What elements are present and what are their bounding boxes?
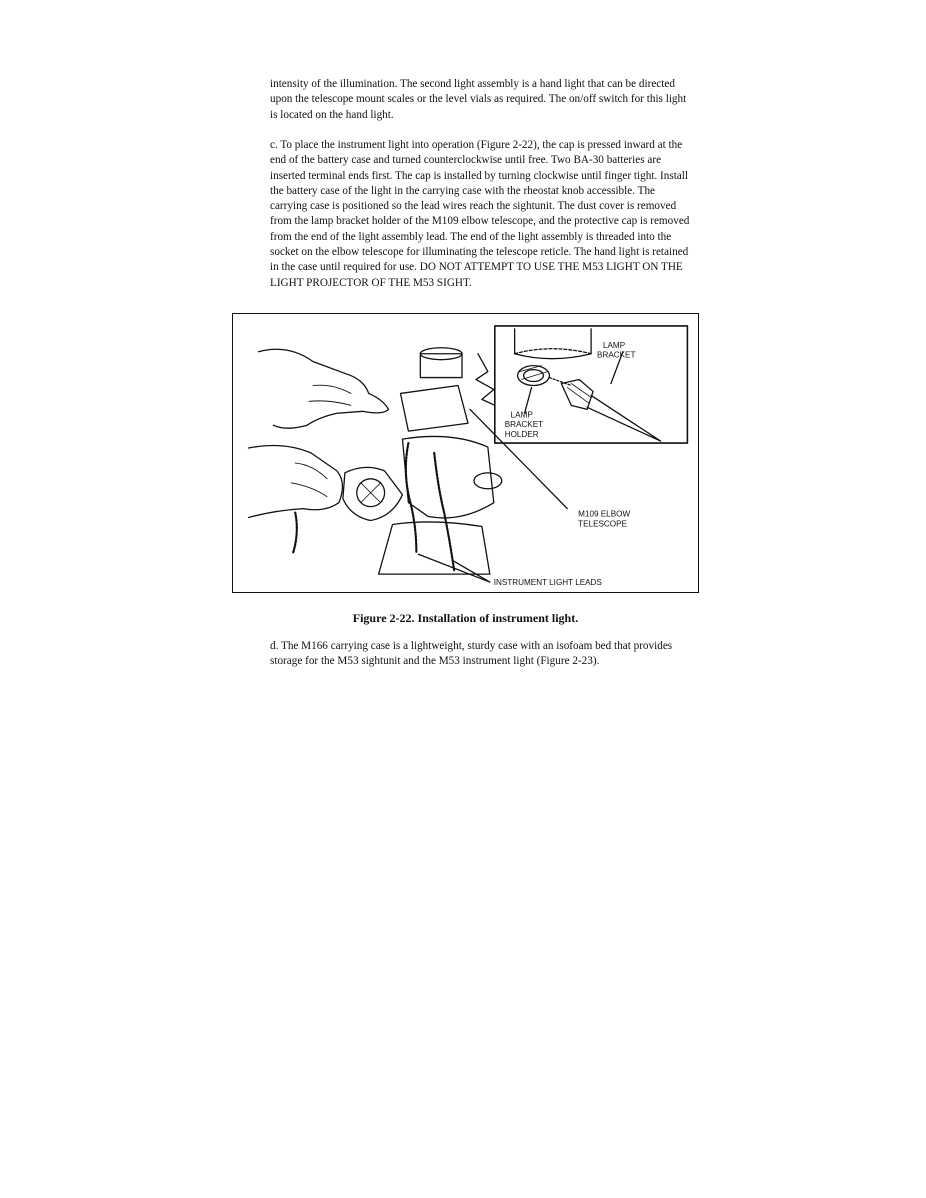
callout-holder-3: HOLDER <box>504 430 539 440</box>
callout-lamp-bracket-2: BRACKET <box>597 350 636 360</box>
figure-caption: Figure 2-22. Installation of instrument light. <box>352 611 579 625</box>
paragraph-instrument-light-operation: c. To place the instrument light into operation (Figure 2-22), the cap is pressed inward at the end of the battery case and turned counterclockwise until free. Two BA-30 batteries are inserted terminal ends first. The cap is installed by turning clockwise until finger tight. Install the battery case of the light in the carrying case with the rheostat knob accessible. The carrying case is positioned so the lead wires reach the sightunit. The dust cover is removed from the lamp bracket holder of the M109 elbow telescope, and the protective cap is removed from the end of the light assembly lead. The end of the light assembly is threaded into the socket on the elbow telescope for illuminating the telescope reticle. The hand light is retained in the case until required for use. DO NOT ATTEMPT TO USE THE M53 LIGHT ON THE LIGHT PROJECTOR OF THE M53 SIGHT. <box>270 139 690 289</box>
instrument-light-illustration <box>233 314 698 592</box>
callout-telescope-1: M109 ELBOW <box>578 509 631 519</box>
telescope-eyepiece <box>420 354 462 378</box>
callout-lamp-bracket-1: LAMP <box>603 340 626 350</box>
upper-hand <box>258 349 388 428</box>
callout-instrument-light-leads: INSTRUMENT LIGHT LEADS <box>493 578 602 588</box>
mount-base <box>379 522 490 574</box>
callout-holder-2: BRACKET <box>504 420 544 430</box>
leader-instrument-light-leads <box>418 554 489 582</box>
callout-holder-1: LAMP <box>510 410 533 420</box>
inset-pointer-shape <box>476 354 495 406</box>
callout-telescope-2: TELESCOPE <box>578 519 627 529</box>
carrying-case <box>343 467 403 520</box>
figure-installation-instrument-light <box>232 313 699 593</box>
telescope-mount <box>402 436 493 517</box>
lower-hand <box>249 445 343 517</box>
paragraph-illumination: intensity of the illumination. The second light assembly is a hand light that can be directed upon the telescope mount scales or the level vials as required. The on/off switch for this light is located on the hand light. <box>270 78 687 121</box>
elbow-telescope-body <box>400 385 468 431</box>
paragraph-carrying-case: d. The M166 carrying case is a lightweight, sturdy case with an isofoam bed that provides storage for the M53 sightunit and the M53 instrument light (Figure 2-23). <box>270 640 673 668</box>
